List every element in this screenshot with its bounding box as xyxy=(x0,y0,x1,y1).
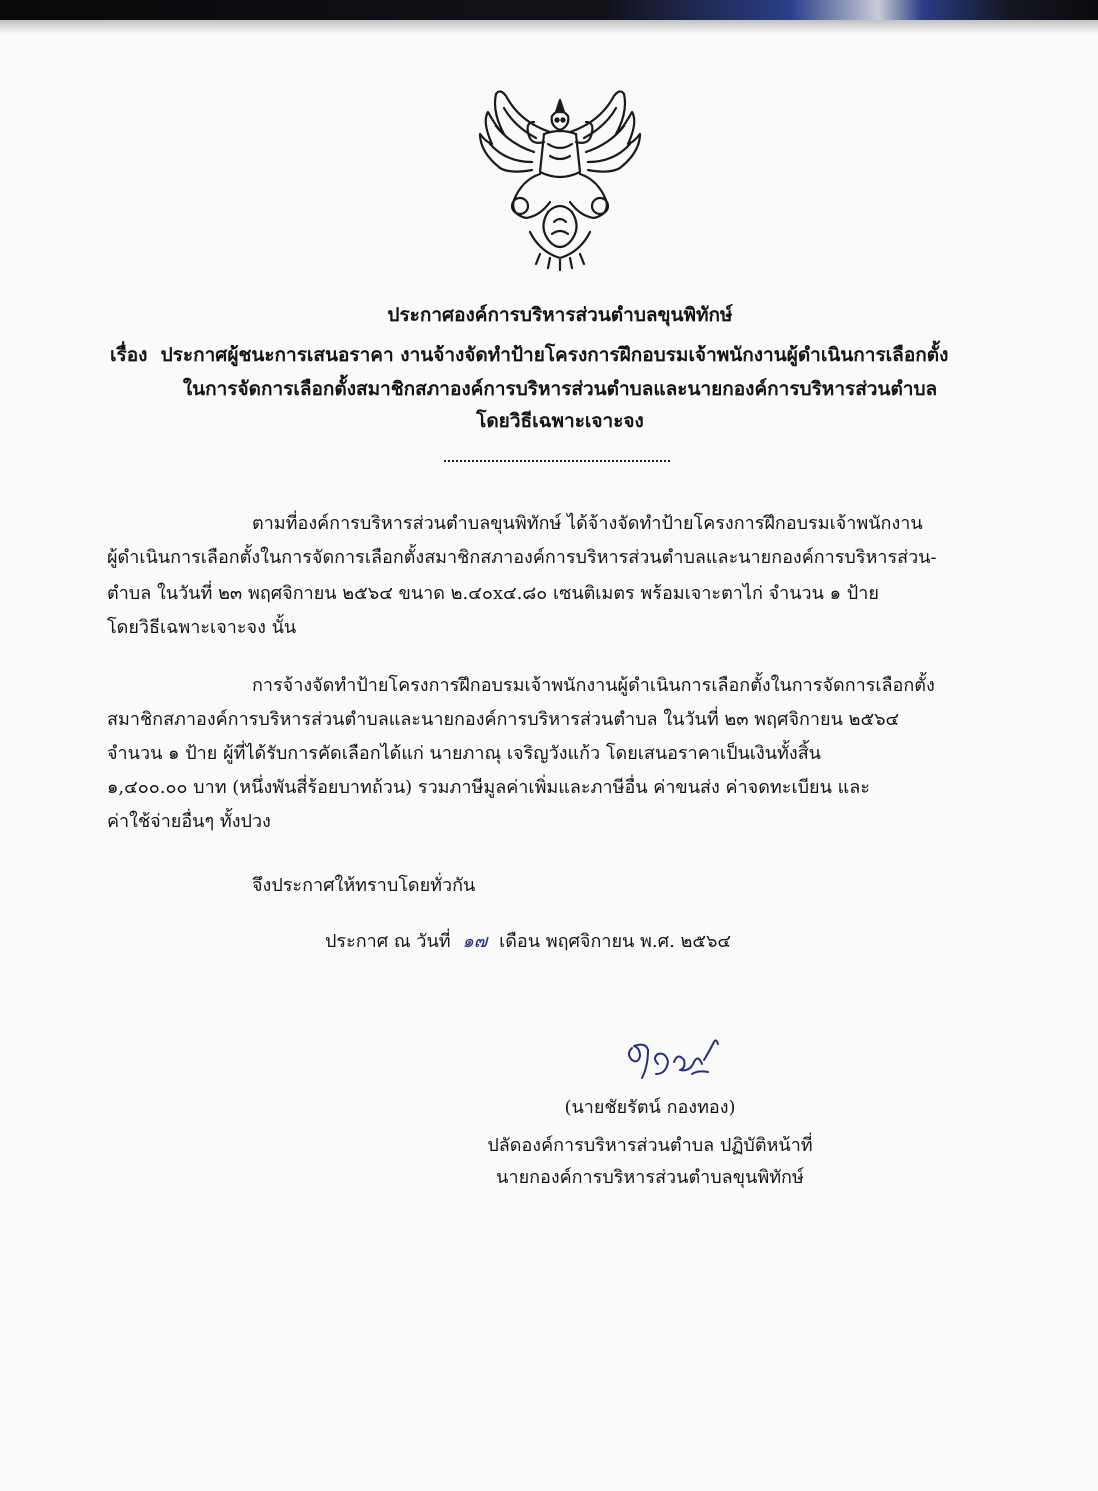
para1-line: ตำบล ในวันที่ ๒๓ พฤศจิกายน ๒๕๖๔ ขนาด ๒.๔๐x๔.๘๐ เซนติเมตร พร้อมเจาะตาไก่ จำนวน ๑ ป้าย xyxy=(107,583,879,604)
scan-edge-bar xyxy=(0,0,1098,20)
signer-position-1: ปลัดองค์การบริหารส่วนตำบล ปฏิบัติหน้าที่ xyxy=(487,1135,813,1156)
subject-line-2: ในการจัดการเลือกตั้งสมาชิกสภาองค์การบริหารส่วนตำบลและนายกองค์การบริหารส่วนตำบล xyxy=(182,378,938,400)
para2-line: ๑,๔๐๐.๐๐ บาท (หนึ่งพันสี่ร้อยบาทถ้วน) รวมภาษีมูลค่าเพิ่มและภาษีอื่น ค่าขนส่ง ค่าจดทะเบียน และ xyxy=(107,777,870,798)
date-day: ๑๗ xyxy=(462,931,488,952)
para2-line: จำนวน ๑ ป้าย ผู้ที่ได้รับการคัดเลือกได้แก่ นายภาณุ เจริญวังแก้ว โดยเสนอราคาเป็นเงินทั้งสิ้น xyxy=(107,743,821,764)
org-title: ประกาศองค์การบริหารส่วนตำบลขุนพิทักษ์ xyxy=(387,304,733,326)
para1-line: โดยวิธีเฉพาะเจาะจง นั้น xyxy=(107,617,297,638)
signer-name: (นายชัยรัตน์ กองทอง) xyxy=(564,1097,736,1118)
dotted-divider xyxy=(444,452,670,462)
subject-text: ประกาศผู้ชนะการเสนอราคา งานจ้างจัดทำป้ายโครงการฝึกอบรมเจ้าพนักงานผู้ดำเนินการเลือกตั้ง xyxy=(160,344,949,366)
subject-line-3: โดยวิธีเฉพาะเจาะจง xyxy=(476,410,644,432)
date-prefix: ประกาศ ณ วันที่ xyxy=(325,931,451,952)
handwritten-signature xyxy=(618,1030,728,1090)
garuda-emblem-icon xyxy=(470,82,650,272)
date-suffix: เดือน พฤศจิกายน พ.ศ. ๒๕๖๔ xyxy=(499,931,732,952)
subject-label: เรื่อง xyxy=(110,344,148,366)
closing-text: จึงประกาศให้ทราบโดยทั่วกัน xyxy=(252,875,476,896)
signer-position-2: นายกองค์การบริหารส่วนตำบลขุนพิทักษ์ xyxy=(496,1167,804,1188)
para2-line: การจ้างจัดทำป้ายโครงการฝึกอบรมเจ้าพนักงานผู้ดำเนินการเลือกตั้งในการจัดการเลือกตั้ง xyxy=(252,675,935,696)
scan-edge-shadow xyxy=(0,20,1098,34)
para1-line: ตามที่องค์การบริหารส่วนตำบลขุนพิทักษ์ ได้จ้างจัดทำป้ายโครงการฝึกอบรมเจ้าพนักงาน xyxy=(252,513,923,534)
para2-line: สมาชิกสภาองค์การบริหารส่วนตำบลและนายกองค์การบริหารส่วนตำบล ในวันที่ ๒๓ พฤศจิกายน ๒๕๖๔ xyxy=(107,709,900,730)
para2-line: ค่าใช้จ่ายอื่นๆ ทั้งปวง xyxy=(107,811,271,832)
date-line xyxy=(325,926,731,958)
para1-line: ผู้ดำเนินการเลือกตั้งในการจัดการเลือกตั้งสมาชิกสภาองค์การบริหารส่วนตำบลและนายกองค์การบริหารส่วน- xyxy=(107,547,937,568)
subject-line-1 xyxy=(100,338,1070,372)
